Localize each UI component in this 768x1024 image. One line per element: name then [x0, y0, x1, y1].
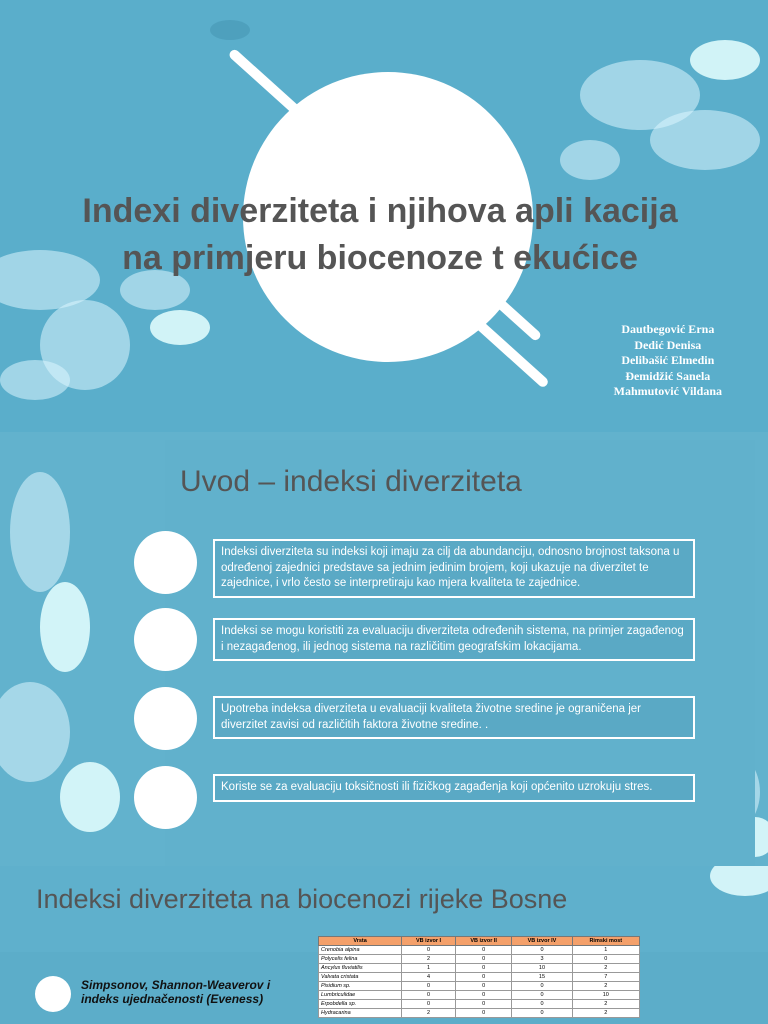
- text-box: Indeksi se mogu koristiti za evaluaciju diverziteta određenih sistema, na primjer zagađenog i nezagađenog, ili jednog sistema na različitim geografskim lokacijama.: [213, 618, 695, 661]
- table-row: [319, 1009, 640, 1018]
- bullet-circle: [134, 531, 197, 594]
- count-cell: 0: [455, 973, 511, 982]
- author-list: [614, 322, 722, 400]
- author-name: Dedić Denisa: [634, 337, 702, 352]
- paint-splash: [710, 866, 768, 896]
- count-cell: 2: [402, 1009, 456, 1018]
- count-cell: 1: [572, 946, 639, 955]
- table-row: [319, 955, 640, 964]
- count-cell: 10: [572, 991, 639, 1000]
- paint-splash: [210, 20, 250, 40]
- count-cell: 0: [455, 946, 511, 955]
- count-cell: 15: [512, 973, 572, 982]
- count-cell: 0: [402, 1000, 456, 1009]
- author-name: Dautbegović Erna: [621, 322, 715, 336]
- count-cell: 3: [512, 955, 572, 964]
- count-cell: 0: [455, 1000, 511, 1009]
- slide-title: Indeksi diverziteta na biocenozi rijeke Bosne: [36, 884, 568, 914]
- count-cell: 0: [512, 1009, 572, 1018]
- table-row: [319, 964, 640, 973]
- count-cell: 2: [572, 1009, 639, 1018]
- species-name-cell: Erpobdella sp.: [319, 1000, 402, 1009]
- count-cell: 2: [572, 1000, 639, 1009]
- paint-splash: [0, 360, 70, 400]
- column-header: Rimski most: [572, 937, 639, 946]
- species-name-cell: Valvata cristata: [319, 973, 402, 982]
- column-header: VB izvor I: [402, 937, 456, 946]
- count-cell: 2: [402, 955, 456, 964]
- species-name-cell: Lumbriculidae: [319, 991, 402, 1000]
- paint-splash: [150, 310, 210, 345]
- paint-splash: [0, 682, 70, 782]
- count-cell: 0: [455, 991, 511, 1000]
- count-cell: 0: [572, 955, 639, 964]
- count-cell: 1: [402, 964, 456, 973]
- count-cell: 0: [455, 955, 511, 964]
- species-table: [318, 936, 640, 1018]
- paint-splash: [40, 582, 90, 672]
- paint-splash: [60, 762, 120, 832]
- paint-splash: [690, 40, 760, 80]
- column-header: VB izvor IV: [512, 937, 572, 946]
- title-slide: [0, 0, 768, 432]
- count-cell: 0: [402, 946, 456, 955]
- presentation-title: Indexi diverziteta i njihova apli kacija na primjeru biocenoze t ekućice: [82, 192, 678, 277]
- count-cell: 0: [402, 991, 456, 1000]
- author-name: Delibašić Elmedin: [621, 353, 715, 367]
- paint-splash: [650, 110, 760, 170]
- paint-splash: [560, 140, 620, 180]
- slide-title: Uvod – indeksi diverziteta: [180, 465, 522, 498]
- table-header-row: [319, 937, 640, 946]
- count-cell: 0: [512, 1000, 572, 1009]
- count-cell: 0: [455, 964, 511, 973]
- species-name-cell: Crenobia alpina: [319, 946, 402, 955]
- table-row: [319, 982, 640, 991]
- count-cell: 2: [572, 982, 639, 991]
- bullet-circle: [134, 608, 197, 671]
- bullet-circle: [35, 976, 71, 1012]
- data-slide: [0, 866, 768, 1024]
- table-row: [319, 973, 640, 982]
- index-caption: Simpsonov, Shannon-Weaverov i indeks ujednačenosti (Eveness): [81, 978, 271, 1006]
- count-cell: 0: [512, 946, 572, 955]
- author-name: Mahmutović Vildana: [613, 384, 722, 398]
- column-header: Vrsta: [319, 937, 402, 946]
- table-row: [319, 991, 640, 1000]
- text-box: Koriste se za evaluaciju toksičnosti ili fizičkog zagađenja koji općenito uzrokuju stres.: [213, 774, 695, 802]
- count-cell: 0: [512, 982, 572, 991]
- table-row: [319, 1000, 640, 1009]
- bullet-circle: [134, 766, 197, 829]
- count-cell: 4: [402, 973, 456, 982]
- count-cell: 10: [512, 964, 572, 973]
- species-name-cell: Hydracarina: [319, 1009, 402, 1018]
- text-box: Upotreba indeksa diverziteta u evaluaciji kvaliteta životne sredine je ograničena jer diverzitet zavisi od različitih faktora životne sredine. .: [213, 696, 695, 739]
- author-name: Đemidžić Sanela: [625, 368, 711, 383]
- count-cell: 0: [512, 991, 572, 1000]
- count-cell: 2: [572, 964, 639, 973]
- species-name-cell: Ancylus fluviatilis: [319, 964, 402, 973]
- paint-splash: [10, 472, 70, 592]
- text-box: Indeksi diverziteta su indeksi koji imaju za cilj da abundanciju, odnosno brojnost taksona u određenoj zajednici predstave sa jednim jedinim brojem, koji ukazuje na diverzitet te zajednice, i vrlo često se interpretiraju kao mjera kvaliteta te zajednice.: [213, 539, 695, 598]
- table-row: [319, 946, 640, 955]
- count-cell: 0: [455, 982, 511, 991]
- column-header: VB izvor II: [455, 937, 511, 946]
- species-name-cell: Pisidium sp.: [319, 982, 402, 991]
- count-cell: 0: [402, 982, 456, 991]
- species-name-cell: Polycelis felina: [319, 955, 402, 964]
- count-cell: 7: [572, 973, 639, 982]
- intro-slide: [0, 432, 768, 866]
- count-cell: 0: [455, 1009, 511, 1018]
- bullet-circle: [134, 687, 197, 750]
